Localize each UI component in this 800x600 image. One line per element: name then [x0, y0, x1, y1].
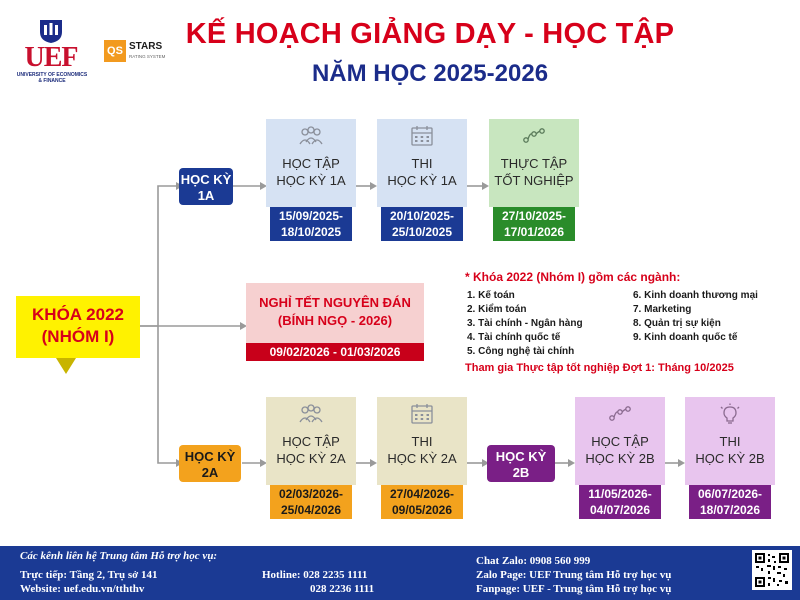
tet-date: 09/02/2026 - 01/03/2026	[246, 343, 424, 361]
khoa-box-shadow-tail	[56, 358, 76, 374]
footer-fanpage: Fanpage: UEF - Trung tâm Hỗ trợ học vụ	[476, 583, 672, 595]
khoa-2022-box	[16, 296, 140, 358]
date-start: 15/09/2025-	[278, 209, 344, 223]
people-icon	[299, 125, 323, 147]
card-label-line1: THỰC TẬP	[500, 156, 568, 171]
connector-to-hk1a	[140, 186, 176, 326]
tet-line1: NGHỈ TẾT NGUYÊN ĐÁN	[259, 295, 411, 310]
major-item: 1. Kế toán	[467, 290, 515, 301]
semester-hk1a	[179, 168, 233, 205]
date-start: 11/05/2026-	[588, 487, 652, 501]
major-item: 9. Kinh doanh quốc tế	[633, 332, 738, 343]
notes-majors-col1	[467, 289, 583, 359]
card-thi-hk1a	[377, 119, 467, 241]
date-start: 27/10/2025-	[501, 209, 567, 223]
major-item: 8. Quản trị sự kiện	[633, 318, 721, 329]
date-end: 09/05/2026	[391, 503, 453, 517]
page-title: KẾ HOẠCH GIẢNG DẠY - HỌC TẬP	[185, 18, 675, 50]
semester-hk2b	[487, 445, 555, 482]
major-item: 5. Công nghệ tài chính	[467, 346, 575, 357]
card-label-line2: HỌC KỲ 1A	[276, 173, 346, 188]
qs-logo-mark: QS	[104, 40, 126, 62]
date-end: 25/04/2026	[280, 503, 342, 517]
date-start: 06/07/2026-	[697, 487, 763, 501]
footer-hotline2: 028 2236 1111	[310, 583, 375, 595]
footer-address: Trực tiếp: Tầng 2, Trụ sở 141	[20, 569, 158, 581]
card-label-line1: HỌC TẬP	[591, 434, 649, 449]
contact-footer	[0, 546, 800, 600]
semester-hk2a	[179, 445, 241, 482]
khoa-line2: (NHÓM I)	[41, 327, 115, 346]
route-icon	[608, 403, 632, 425]
card-hoc-tap-hk2a	[266, 397, 356, 519]
lightbulb-icon	[718, 403, 742, 425]
calendar-icon	[410, 403, 434, 425]
program-notes	[465, 270, 795, 374]
card-date	[381, 485, 463, 519]
card-date	[270, 485, 352, 519]
page-subtitle: NĂM HỌC 2025-2026	[311, 60, 549, 87]
date-start: 02/03/2026-	[278, 487, 344, 501]
footer-zalo-page: Zalo Page: UEF Trung tâm Hỗ trợ học vụ	[476, 569, 672, 581]
card-label-line1: HỌC TẬP	[282, 434, 340, 449]
card-date	[579, 485, 661, 519]
semester-hk2b-line2: 2B	[512, 465, 530, 480]
route-icon	[522, 125, 546, 147]
card-label-line2: HỌC KỲ 2B	[695, 451, 765, 466]
semester-hk2b-line1: HỌC KỲ	[495, 449, 547, 464]
khoa-line1: KHÓA 2022	[32, 305, 124, 324]
card-date	[270, 207, 352, 241]
major-item: 6. Kinh doanh thương mại	[633, 290, 758, 301]
card-thi-hk2a	[377, 397, 467, 519]
card-date	[381, 207, 463, 241]
major-item: 4. Tài chính quốc tế	[467, 332, 561, 343]
connector-to-hk2a	[158, 326, 176, 463]
card-label-line1: THI	[411, 156, 433, 171]
date-end: 17/01/2026	[503, 225, 565, 239]
notes-internship-info: Tham gia Thực tập tốt nghiệp Đợt 1: Tháng 10/2025	[465, 362, 734, 374]
card-label-line1: THI	[411, 434, 433, 449]
card-hoc-tap-hk2b	[575, 397, 665, 519]
qr-code-icon	[752, 550, 792, 590]
tet-holiday-box	[246, 283, 424, 343]
card-label-line2: HỌC KỲ 2A	[387, 451, 457, 466]
card-label-line2: TỐT NGHIỆP	[494, 173, 574, 188]
major-item: 2. Kiểm toán	[467, 304, 527, 315]
footer-website[interactable]: Website: uef.edu.vn/tththv	[20, 583, 145, 595]
date-start: 27/04/2026-	[389, 487, 455, 501]
card-label-line2: HỌC KỲ 1A	[387, 173, 457, 188]
date-end: 18/07/2026	[699, 503, 761, 517]
calendar-icon	[410, 125, 434, 147]
semester-hk1a-line1: HỌC KỲ	[180, 172, 232, 187]
footer-channels-heading: Các kênh liên hệ Trung tâm Hỗ trợ học vụ:	[20, 550, 218, 562]
semester-hk2a-line2: 2A	[201, 465, 219, 480]
card-thuc-tap	[489, 119, 579, 241]
notes-heading: * Khóa 2022 (Nhóm I) gồm các ngành:	[465, 270, 681, 284]
date-start: 20/10/2025-	[389, 209, 455, 223]
card-date	[493, 207, 575, 241]
people-icon	[299, 403, 323, 425]
footer-zalo-chat: Chat Zalo: 0908 560 999	[476, 555, 591, 567]
major-item: 7. Marketing	[633, 304, 692, 315]
footer-hotline1: Hotline: 028 2235 1111	[262, 569, 368, 581]
card-hoc-tap-hk1a	[266, 119, 356, 241]
notes-majors-col2	[633, 289, 758, 345]
card-label-line1: THI	[719, 434, 741, 449]
date-end: 18/10/2025	[280, 225, 342, 239]
card-label-line2: HỌC KỲ 2B	[585, 451, 655, 466]
card-label-line2: HỌC KỲ 2A	[276, 451, 346, 466]
card-thi-hk2b	[685, 397, 775, 519]
uef-logo-subtitle: UNIVERSITY OF ECONOMICS & FINANCE	[16, 72, 88, 84]
qs-stars-text: STARS	[129, 41, 163, 52]
tet-line2: (BÍNH NGỌ - 2026)	[277, 313, 393, 328]
date-end: 04/07/2026	[589, 503, 651, 517]
major-item: 3. Tài chính - Ngân hàng	[467, 318, 583, 329]
card-label-line1: HỌC TẬP	[282, 156, 340, 171]
card-date	[689, 485, 771, 519]
date-end: 25/10/2025	[391, 225, 453, 239]
uef-logo-text: UEF	[24, 42, 78, 73]
qs-rating-text: RATING SYSTEM	[129, 54, 166, 59]
semester-hk1a-line2: 1A	[197, 188, 215, 203]
semester-hk2a-line1: HỌC KỲ	[184, 449, 236, 464]
